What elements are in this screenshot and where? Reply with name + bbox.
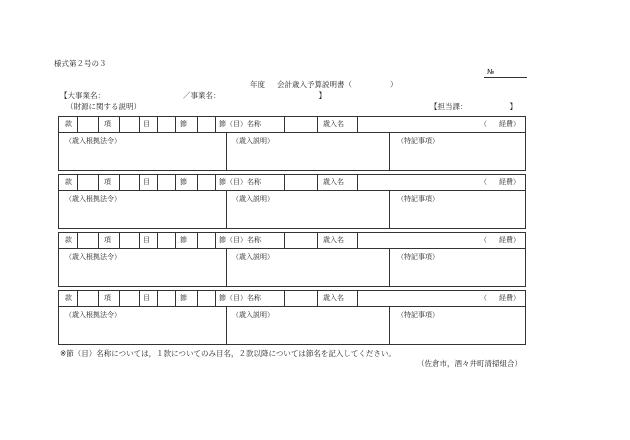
- setsu-label: 節: [180, 236, 187, 244]
- block-header-row: [59, 117, 525, 133]
- expense-label: 経費）: [499, 120, 520, 128]
- person-in-charge: [430, 103, 517, 111]
- expense-open: （: [480, 178, 487, 186]
- revenue-explanation-label: （歳入説明）: [232, 195, 274, 203]
- special-notes-label: （特記事項）: [397, 195, 439, 203]
- block-header-row: [59, 175, 525, 191]
- revenue-explanation-label: （歳入説明）: [232, 253, 274, 261]
- revenue-block-3: [58, 232, 526, 287]
- setsu-name-label: 節（目）名称: [219, 236, 261, 244]
- moku-label: 目: [143, 294, 150, 302]
- person-close: 】: [509, 102, 517, 111]
- organization-name: （佐倉市，酒々井町清掃組合）: [417, 359, 522, 368]
- special-notes-label: （特記事項）: [397, 253, 439, 261]
- form-label: 様式第２号の３: [54, 59, 107, 68]
- kou-label: 項: [104, 294, 111, 302]
- kan-label: 款: [65, 178, 72, 186]
- major-business-close: 】: [318, 91, 326, 100]
- setsu-name-label: 節（目）名称: [219, 120, 261, 128]
- moku-label: 目: [143, 120, 150, 128]
- setsu-label: 節: [180, 294, 187, 302]
- document-number-line: [484, 77, 527, 78]
- moku-label: 目: [143, 178, 150, 186]
- revenue-name-label: 歳入名: [323, 178, 344, 186]
- finance-label: （財源に関する説明）: [66, 102, 141, 111]
- block-header-row: [59, 291, 525, 307]
- kou-label: 項: [104, 120, 111, 128]
- business-label: ／事業名：: [183, 91, 221, 100]
- setsu-label: 節: [180, 120, 187, 128]
- expense-label: 経費）: [499, 236, 520, 244]
- revenue-explanation-label: （歳入説明）: [232, 137, 274, 145]
- kan-label: 款: [65, 120, 72, 128]
- setsu-label: 節: [180, 178, 187, 186]
- major-business-line: [60, 92, 326, 100]
- person-label: 【担当課：: [430, 102, 468, 111]
- expense-open: （: [480, 294, 487, 302]
- revenue-name-label: 歳入名: [323, 236, 344, 244]
- expense-open: （: [480, 120, 487, 128]
- revenue-name-label: 歳入名: [323, 120, 344, 128]
- title-main: 会計歳入予算説明書（: [277, 80, 352, 89]
- revenue-name-label: 歳入名: [323, 294, 344, 302]
- revenue-block-1: [58, 116, 526, 171]
- setsu-name-label: 節（目）名称: [219, 294, 261, 302]
- title-close: ）: [390, 80, 398, 89]
- legal-basis-label: （歳入根拠法令）: [65, 253, 121, 261]
- revenue-block-4: [58, 290, 526, 345]
- page-title: [250, 81, 398, 89]
- expense-label: 経費）: [499, 178, 520, 186]
- special-notes-label: （特記事項）: [397, 137, 439, 145]
- footer-note: ※節（目）名称については，１款についてのみ目名，２款以降については節名を記入してください。: [60, 349, 396, 358]
- kou-label: 項: [104, 178, 111, 186]
- block-header-row: [59, 233, 525, 249]
- kan-label: 款: [65, 294, 72, 302]
- legal-basis-label: （歳入根拠法令）: [65, 311, 121, 319]
- legal-basis-label: （歳入根拠法令）: [65, 195, 121, 203]
- major-business-label: 【大事業名：: [60, 91, 105, 100]
- expense-open: （: [480, 236, 487, 244]
- moku-label: 目: [143, 236, 150, 244]
- special-notes-label: （特記事項）: [397, 311, 439, 319]
- revenue-explanation-label: （歳入説明）: [232, 311, 274, 319]
- kou-label: 項: [104, 236, 111, 244]
- expense-label: 経費）: [499, 294, 520, 302]
- document-number-label: №: [487, 68, 495, 76]
- kan-label: 款: [65, 236, 72, 244]
- legal-basis-label: （歳入根拠法令）: [65, 137, 121, 145]
- revenue-block-2: [58, 174, 526, 229]
- title-year: 年度: [250, 80, 265, 89]
- setsu-name-label: 節（目）名称: [219, 178, 261, 186]
